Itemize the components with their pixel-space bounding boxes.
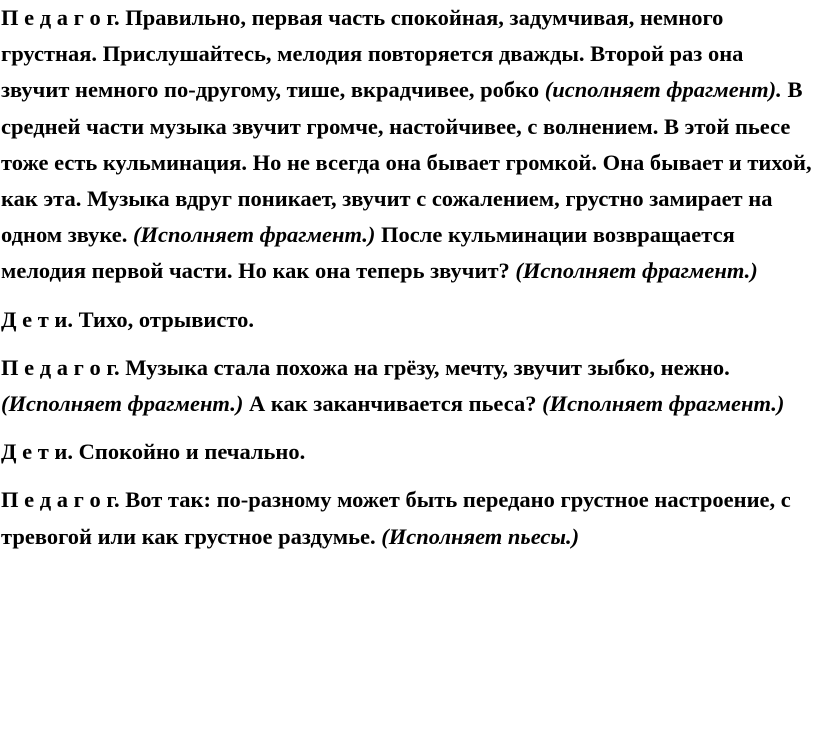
stage-direction: (Исполняет пьесы.) bbox=[381, 523, 580, 549]
speaker-label: П е д а г о г. bbox=[1, 5, 120, 30]
text-segment: Спокойно и печально. bbox=[72, 439, 306, 465]
text-segment: Вот так: по-разному может быть передано грустное настроение, с тревогой или как грустное раздумье. bbox=[1, 487, 791, 549]
document-body bbox=[1, 0, 813, 555]
stage-direction: (исполняет фрагмент). bbox=[544, 77, 782, 103]
stage-direction: (Исполняет фрагмент.) bbox=[1, 391, 244, 417]
text-segment: А как заканчивается пьеса? bbox=[243, 391, 543, 417]
paragraph-teacher-3 bbox=[1, 482, 813, 554]
stage-direction: (Исполняет фрагмент.) bbox=[515, 258, 758, 284]
stage-direction: (Исполняет фрагмент.) bbox=[542, 391, 785, 417]
paragraph-children-1 bbox=[1, 302, 813, 338]
speaker-label: П е д а г о г. bbox=[1, 354, 120, 380]
paragraph-teacher-2 bbox=[1, 350, 813, 422]
speaker-label: Д е т и. bbox=[1, 306, 73, 332]
text-segment: В средней части музыка звучит громче, настойчивее, с волнением. В этой пьесе тоже есть кульминация. Но не всегда она бывает громкой. Она бывает и тихой, как эта. Музыка вдруг поникает, звучит с сожалением, грустно замирает на одном звуке. bbox=[1, 77, 812, 248]
text-segment: Правильно, первая часть спокойная, задумчивая, немного грустная. Прислушайтесь, мелодия повторяется дважды. Второй раз она звучит немного по-другому, тише, вкрадчивее, робко bbox=[1, 5, 744, 103]
speaker-label: Д е т и. bbox=[1, 439, 73, 465]
paragraph-children-2 bbox=[1, 434, 813, 470]
text-segment: После кульминации возвращается мелодия первой части. Но как она теперь звучит? bbox=[1, 222, 735, 284]
text-segment: Музыка стала похожа на грёзу, мечту, звучит зыбко, нежно. bbox=[119, 354, 730, 380]
paragraph-teacher-1 bbox=[1, 0, 813, 290]
text-segment: Тихо, отрывисто. bbox=[72, 306, 255, 332]
stage-direction: (Исполняет фрагмент.) bbox=[133, 222, 376, 248]
speaker-label: П е д а г о г. bbox=[1, 487, 120, 513]
